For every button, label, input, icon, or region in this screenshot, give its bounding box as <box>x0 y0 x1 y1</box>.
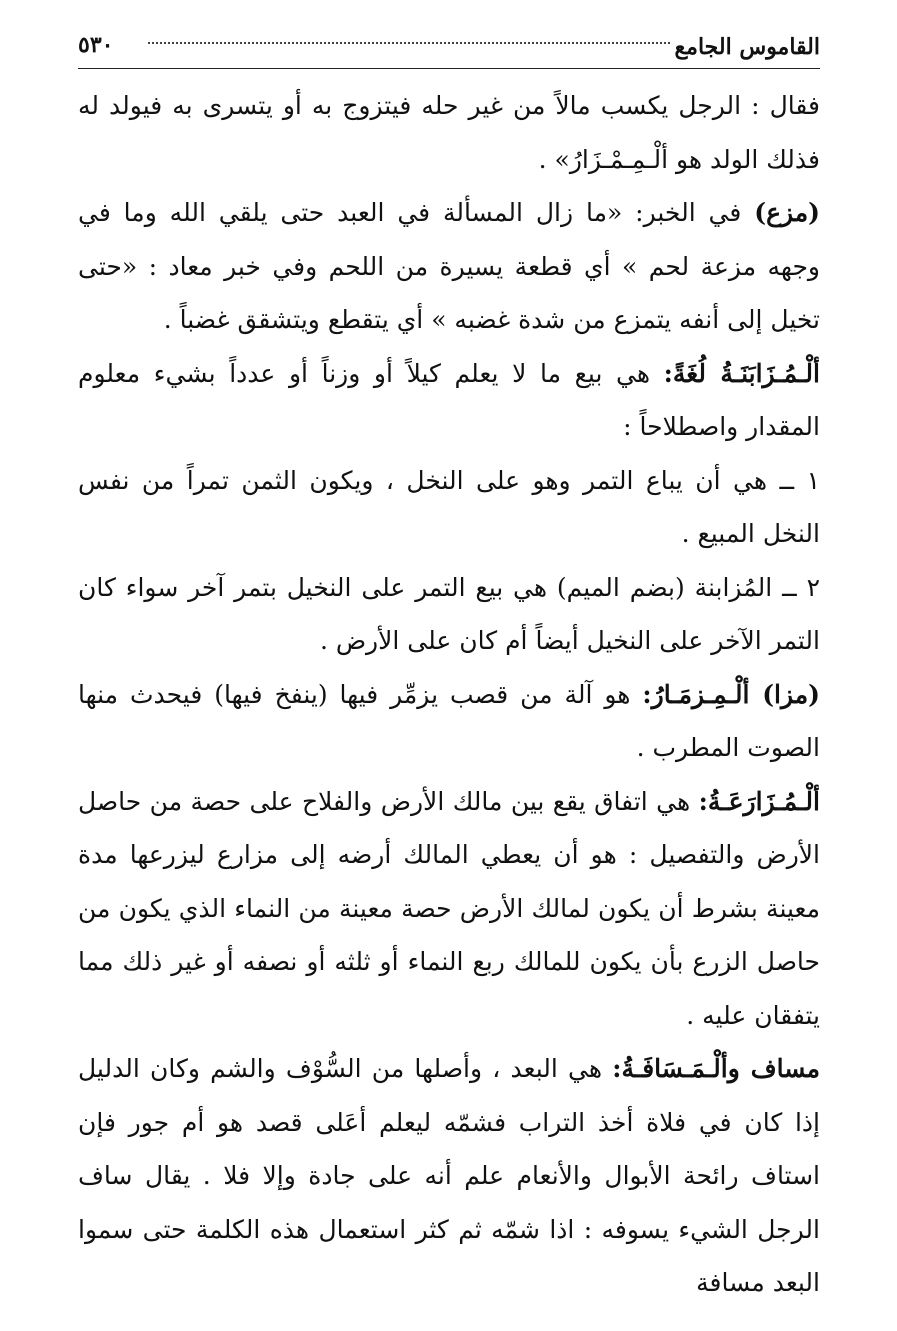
entry-term: ألْـمُـزَارَعَـةُ: <box>698 786 820 816</box>
running-header <box>78 28 820 69</box>
entry-text: في الخبر: «ما زال المسألة في العبد حتى يلقي الله وما في وجهه مزعة لحم » أي قطعة يسيرة من اللحم وفي خبر معاد : «حتى تخيل إلى أنفه يتمزع من شدة غضبه » أي يتقطع ويتشقق غضباً . <box>78 198 820 334</box>
entry-mizmar <box>78 668 820 775</box>
entry-mz3 <box>78 186 820 347</box>
page-number: ٥٣٠ <box>78 32 114 58</box>
book-title: القاموس الجامع <box>674 34 820 60</box>
entry-muzaraa <box>78 775 820 1043</box>
paragraph-continuation <box>78 79 820 186</box>
header-dot-leader <box>148 42 670 44</box>
entry-text: هي بيع ما لا يعلم كيلاً أو وزناً أو عدداً بشيء معلوم المقدار واصطلاحاً : <box>78 358 820 441</box>
entry-term: (مزا) ألْـمِـزمَـارُ: <box>642 679 820 709</box>
document-page <box>78 28 820 1310</box>
entry-text: هي البعد ، وأصلها من السُّوْف والشم وكان الدليل إذا كان في فلاة أخذ التراب فشمّه ليعلم أعَلى قصد هو أم جور فإن استاف رائحة الأبوال والأنعام علم أنه على جادة وإلا فلا . يقال ساف الرجل الشيء يسوفه : اذا شمّه ثم كثر استعمال هذه الكلمة حتى سموا البعد مسافة <box>78 1054 820 1297</box>
entry-muzabana <box>78 347 820 454</box>
paragraph-text: فقال : الرجل يكسب مالاً من غير حله فيتزوج به أو يتسرى به فيولد له فذلك الولد هو ألْـمِـمْـزَارُ» . <box>78 91 820 174</box>
entry-term: ألْـمُـزَابَنَـةُ لُغَةً: <box>663 358 820 388</box>
list-item-text: ٢ ــ المُزابنة (بضم الميم) هي بيع التمر على النخيل بتمر آخر سواء كان التمر الآخر على النخيل أيضاً أم كان على الأرض . <box>78 572 820 655</box>
list-item-2 <box>78 561 820 668</box>
list-item-text: ١ ــ هي أن يباع التمر وهو على النخل ، ويكون الثمن تمراً من نفس النخل المبيع . <box>78 465 820 548</box>
entry-term: (مزع) <box>754 198 820 227</box>
entry-text: هي اتفاق يقع بين مالك الأرض والفلاح على حصة من حاصل الأرض والتفصيل : هو أن يعطي المالك أرضه إلى مزارع ليزرعها مدة معينة بشرط أن يكون لمالك الأرض حصة معينة من النماء الذي يكون من حاصل الزرع بأن يكون للمالك ربع النماء أو ثلثه أو نصفه أو غير ذلك مما يتفقان عليه . <box>78 786 820 1030</box>
entry-term: مساف وألْـمَـسَافَـةُ: <box>612 1054 820 1083</box>
list-item-1 <box>78 454 820 561</box>
entry-masafa <box>78 1042 820 1310</box>
entry-text: هو آلة من قصب يزمِّر فيها (ينفخ فيها) فيحدث منها الصوت المطرب . <box>78 679 820 762</box>
